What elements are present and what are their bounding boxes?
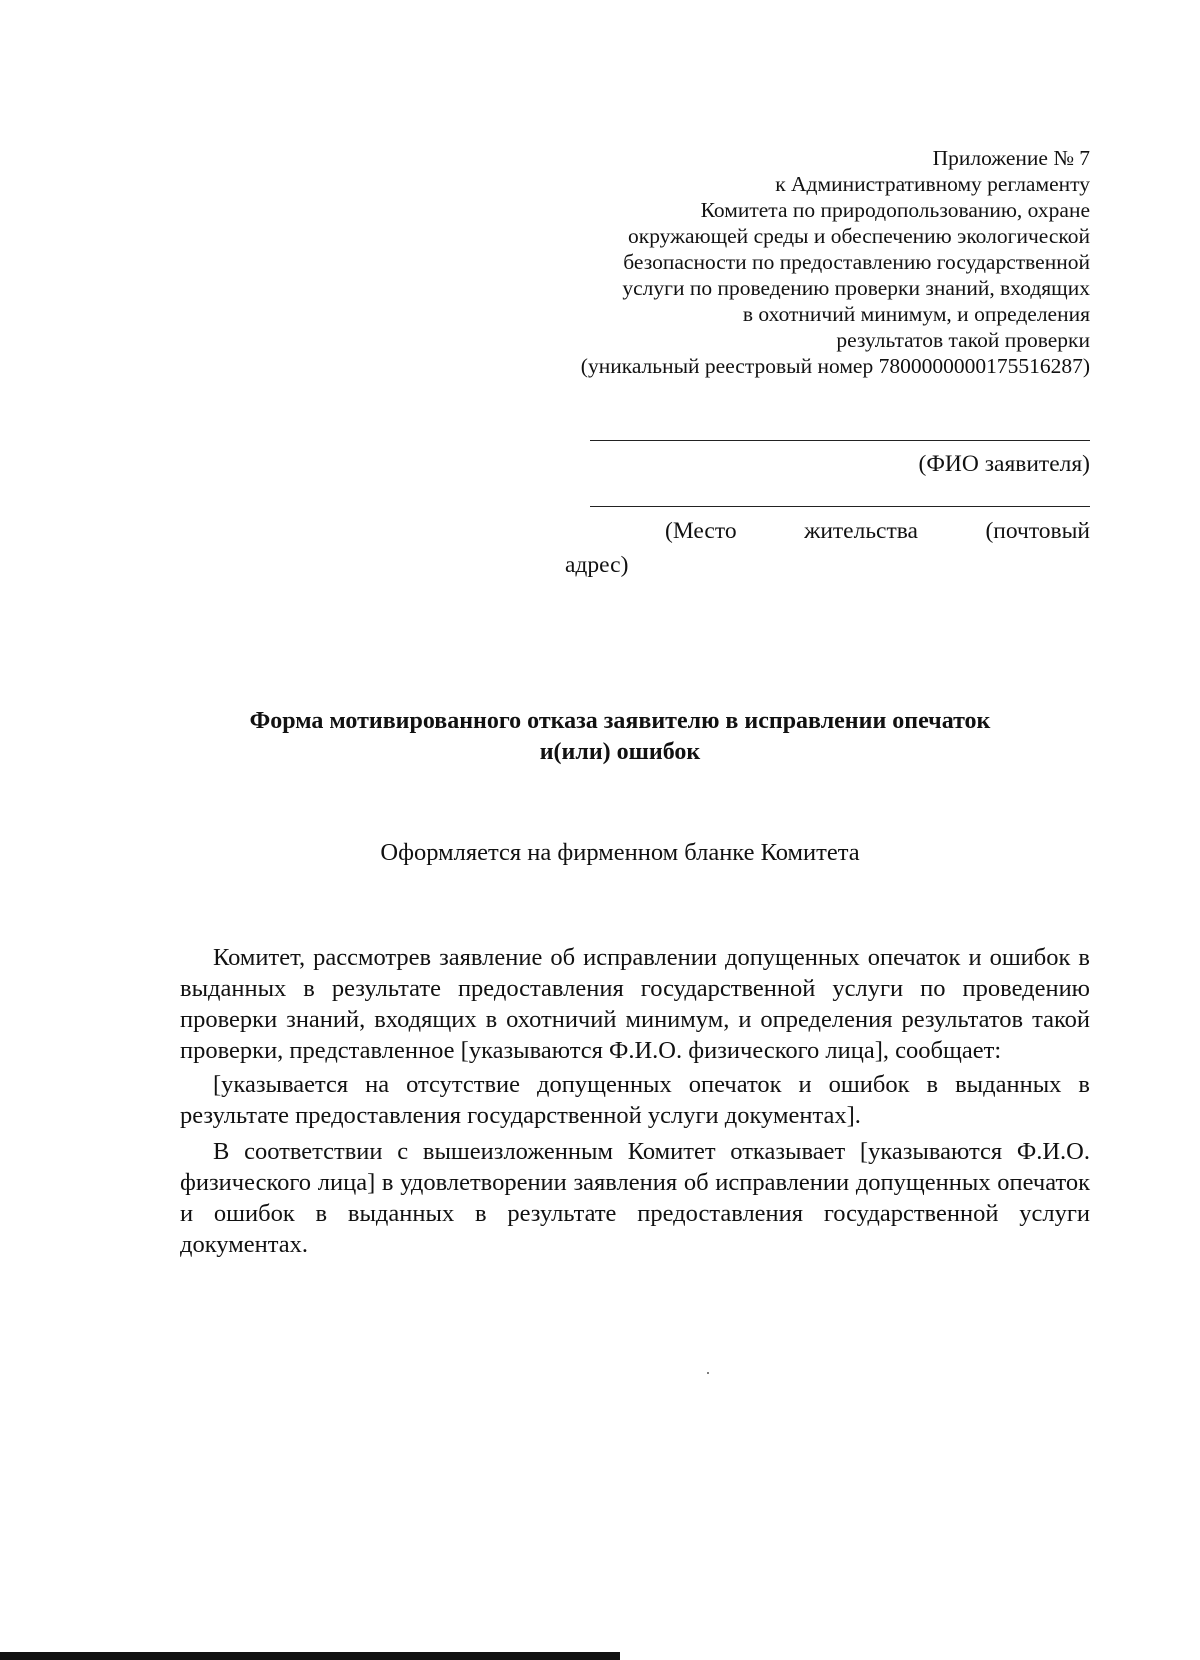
address-tail: адрес) <box>565 552 629 578</box>
scan-edge-mark <box>0 1652 620 1660</box>
title-line: и(или) ошибок <box>539 739 701 765</box>
scan-speck <box>707 1372 709 1374</box>
annex-line: в охотничий минимум, и определения <box>742 302 1090 326</box>
annex-line: окружающей среды и обеспечению экологической <box>628 224 1090 248</box>
address-word: жительства <box>804 518 918 544</box>
body-paragraph: В соответствии с вышеизложенным Комитет отказывает [указываются Ф.И.О. физического лица] в удовлетворении заявления об исправлении допущенных опечаток и ошибок в выданных в результате предоставления государственной услуги документах. <box>180 1138 1090 1258</box>
annex-line: к Административному регламенту <box>775 172 1090 196</box>
applicant-name-caption: (ФИО заявителя) <box>918 451 1090 477</box>
annex-line: результатов такой проверки <box>836 328 1090 352</box>
applicant-name-line <box>590 440 1090 441</box>
annex-line: Приложение № 7 <box>932 146 1090 170</box>
annex-line: услуги по проведению проверки знаний, входящих <box>622 276 1090 300</box>
annex-line: безопасности по предоставлению государственной <box>623 250 1090 274</box>
annex-header <box>450 145 1090 379</box>
document-body <box>180 942 1090 1260</box>
body-paragraph: [указывается на отсутствие допущенных опечаток и ошибок в выданных в результате предоставления государственной услуги документах]. <box>180 1071 1090 1129</box>
address-word: (Место <box>665 518 737 544</box>
document-title <box>150 706 1090 768</box>
letterhead-note: Оформляется на фирменном бланке Комитета <box>380 839 860 866</box>
body-paragraph: Комитет, рассмотрев заявление об исправлении допущенных опечаток и ошибок в выданных в результате предоставления государственной услуги по проведению проверки знаний, входящих в охотничий минимум, и определения результатов такой проверки, представленное [указываются Ф.И.О. физического лица], сообщает: <box>180 944 1090 1064</box>
address-word: (почтовый <box>985 518 1090 544</box>
annex-line: (уникальный реестровый номер 7800000000175516287) <box>580 354 1090 378</box>
annex-line: Комитета по природопользованию, охране <box>700 198 1090 222</box>
title-line: Форма мотивированного отказа заявителю в исправлении опечаток <box>249 708 991 734</box>
applicant-address-caption <box>565 514 1090 582</box>
applicant-address-line <box>590 506 1090 507</box>
